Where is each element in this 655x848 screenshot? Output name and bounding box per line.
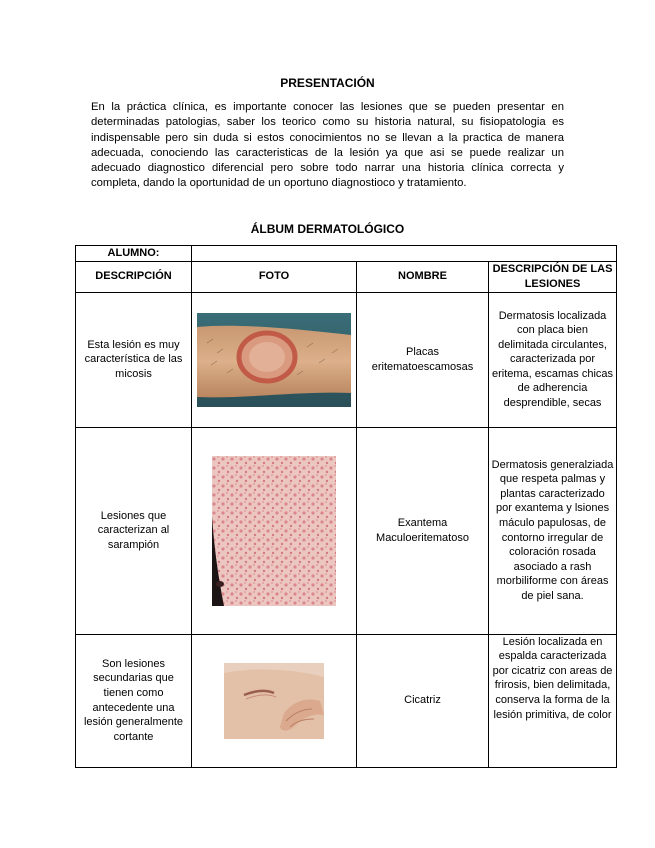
header-foto: FOTO — [192, 261, 357, 292]
row-nombre: Exantema Maculoeritematoso — [357, 427, 489, 634]
row-nombre: Placas eritematoescamosas — [357, 292, 489, 427]
row-descripcion-lesiones: Lesión localizada en espalda caracterizada por cicatriz con areas de frirosis, bien delimitada, conserva la forma de la lesión primitiva, de color — [489, 634, 617, 767]
album-table — [75, 245, 617, 768]
measles-rash-photo — [212, 456, 336, 606]
row-descripcion: Lesiones que caracterizan al sarampión — [76, 427, 192, 634]
table-row — [76, 634, 617, 767]
presentation-title: PRESENTACIÓN — [280, 76, 375, 90]
row-descripcion-lesiones: Dermatosis localizada con placa bien delimitada circulantes, caracterizada por eritema, escamas chicas de adherencia desprendible, secas — [489, 292, 617, 427]
row-descripcion: Son lesiones secundarias que tienen como antecedente una lesión generalmente cortante — [76, 634, 192, 767]
row-descripcion-lesiones: Dermatosis generalziada que respeta palmas y plantas caracterizado por exantema y lsiones máculo papulosas, de contorno irregular de coloración rosada asociado a rash morbiliforme con áreas de piel sana. — [489, 427, 617, 634]
alumno-value[interactable] — [192, 246, 617, 262]
album-title: ÁLBUM DERMATOLÓGICO — [250, 222, 405, 236]
row-foto — [192, 427, 357, 634]
forearm-ringworm-photo — [197, 313, 351, 407]
alumno-label: ALUMNO: — [76, 246, 192, 262]
scar-photo — [224, 663, 324, 739]
row-foto — [192, 634, 357, 767]
table-row — [76, 427, 617, 634]
table-header-row — [76, 261, 617, 292]
header-nombre: NOMBRE — [357, 261, 489, 292]
row-descripcion: Esta lesión es muy característica de las micosis — [76, 292, 192, 427]
header-descripcion-lesiones: DESCRIPCIÓN DE LAS LESIONES — [489, 261, 617, 292]
alumno-row — [76, 246, 617, 262]
header-descripcion: DESCRIPCIÓN — [76, 261, 192, 292]
row-foto — [192, 292, 357, 427]
presentation-paragraph: En la práctica clínica, es importante conocer las lesiones que se pueden presentar en determinadas patologias, saber los teorico como su historia natural, su fisiopatologia es indispensable pero sin duda si estos conocimientos no se llevan a la practica de manera adecuada, conociendo las caracteristicas de la lesión ya que asi se puede realizar un adecuado diagnostico diferencial pero sobre todo narrar una historia clínica correcta y completa, dando la oportunidad de un oportuno diagnostioco y tratamiento. — [91, 101, 564, 190]
table-row — [76, 292, 617, 427]
row-nombre: Cicatriz — [357, 634, 489, 767]
